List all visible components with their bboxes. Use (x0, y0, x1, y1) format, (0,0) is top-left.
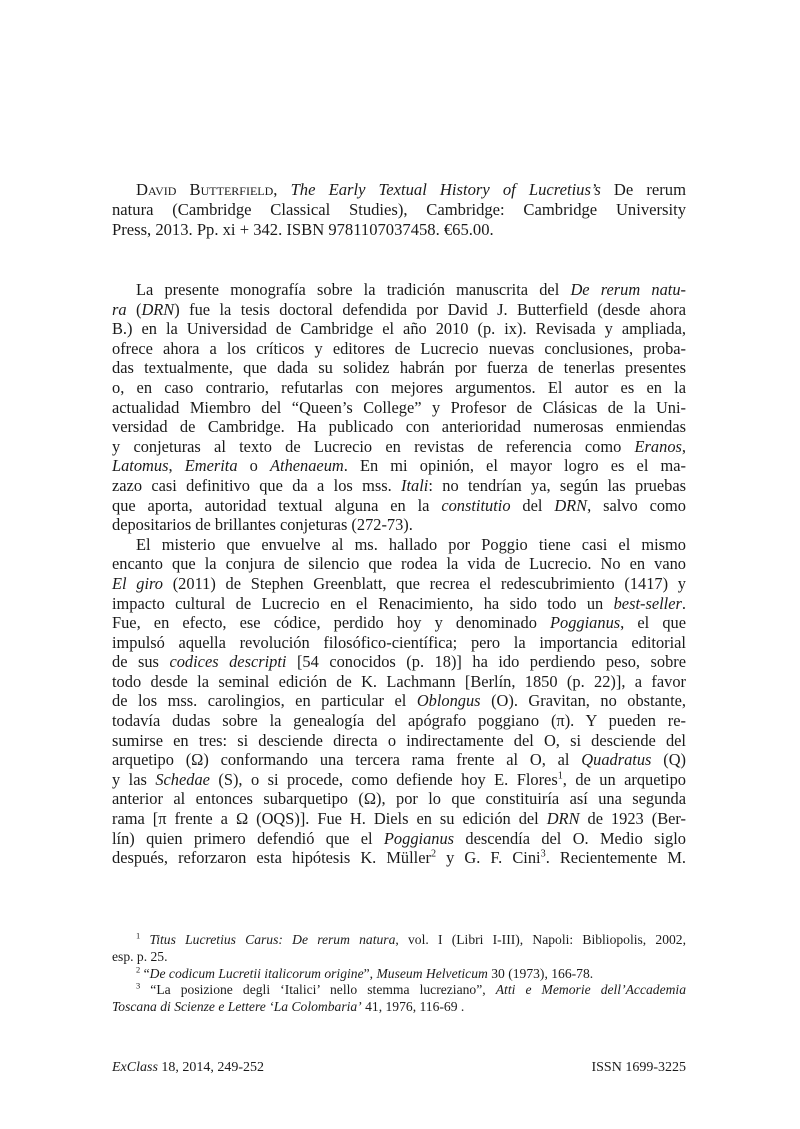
text-run: 30 (1973), 166-78. (487, 965, 594, 981)
text-line (112, 496, 686, 516)
text-run: de sus (112, 652, 170, 672)
italic-text: Poggianus (383, 828, 455, 848)
header-line (112, 200, 686, 220)
text-run: Press, 2013. Pp. xi + 342. ISBN 9781107037458. €65.00. (112, 220, 494, 239)
text-line (112, 672, 686, 692)
text-run: y las (112, 769, 156, 789)
journal-volume: 18, 2014, 249-252 (157, 1060, 265, 1075)
text-run: ) fue la tesis doctoral defendida por David J. Butterfield (desde ahora (174, 299, 686, 319)
text-line (112, 535, 686, 555)
text-run: : no tendrían ya, según las pruebas (428, 475, 686, 495)
footnote-line (112, 932, 686, 949)
text-run: , de un arquetipo (562, 769, 686, 789)
footnote-line (112, 982, 686, 999)
text-line (112, 319, 686, 339)
italic-text: Schedae (155, 769, 210, 789)
footer-citation (112, 1060, 264, 1076)
text-run: esp. p. 25. (112, 948, 168, 964)
text-run: que aporta, autoridad textual alguna en la (112, 495, 442, 515)
italic-text: DRN (554, 495, 588, 515)
text-run: . En mi opinión, el mayor logro es el ma- (343, 456, 686, 476)
text-line (112, 613, 686, 633)
text-run: impulsó aquella revolución filosófico-científica; pero la importancia editorial (112, 632, 686, 652)
text-line (112, 554, 686, 574)
italic-text: Museum Helveticum (376, 965, 488, 981)
header-line (112, 220, 686, 240)
text-run: actualidad Miembro del “Queen’s College” y Profesor de Clásicas de la Uni- (112, 397, 686, 417)
text-run: Fue, en efecto, ese códice, perdido hoy y denominado (112, 613, 551, 633)
text-run: o (237, 456, 270, 476)
text-run: arquetipo (Ω) conformando una tercera rama frente al O, al (112, 750, 582, 770)
text-run: [54 conocidos (p. 18)] ha ido perdiendo peso, sobre (286, 652, 687, 672)
italic-text: Toscana di Scienze e Lettere ‘La Colombaria’ (112, 999, 362, 1015)
text-run: De rerum (600, 180, 686, 199)
text-run: (O). Gravitan, no obstante, (480, 691, 687, 711)
text-line (112, 594, 686, 614)
text-run: , vol. I (Libri I-III), Napoli: Bibliopolis, 2002, (395, 932, 686, 947)
text-run: anterior al entonces subarquetipo (Ω), por lo que constituiría así una segunda (112, 789, 686, 809)
text-run: David Butterfield (136, 180, 274, 199)
text-line (112, 848, 686, 868)
italic-text: Oblongus (416, 691, 481, 711)
italic-text: DRN (546, 809, 580, 829)
footnote-ref: 3 (136, 980, 141, 991)
italic-text: El giro (112, 573, 163, 593)
italic-text: De codicum Lucretii italicorum origine (149, 965, 364, 981)
footnote-ref: 2 (136, 964, 141, 975)
text-line (112, 711, 686, 731)
paragraph (112, 535, 686, 868)
footnote-ref: 2 (430, 848, 437, 860)
text-run: , (681, 436, 686, 456)
footnote-ref: 3 (540, 848, 546, 860)
text-run: . Recientemente M. (545, 848, 686, 868)
italic-text: DRN (141, 299, 175, 319)
footnote-ref: 1 (557, 770, 563, 782)
text-run: B.) en la Universidad de Cambridge el año 2010 (p. ix). Revisada y ampliada, (112, 319, 686, 339)
text-run: lín) quien primero defendió que el (112, 828, 384, 848)
footnote-line (112, 999, 686, 1016)
text-line (112, 731, 686, 751)
text-run: depositarios de brillantes conjeturas (272-73). (112, 515, 413, 535)
footnote-line (112, 966, 686, 983)
text-run: (2011) de Stephen Greenblatt, que recrea el redescubrimiento (1417) y (163, 573, 686, 593)
text-run: , salvo como (587, 495, 686, 515)
text-run: 41, 1976, 116-69 . (361, 999, 465, 1015)
text-run: “La posizione degli ‘Italici’ nello stemma lucreziano”, (140, 982, 496, 998)
footer-issn: ISSN 1699-3225 (591, 1060, 686, 1075)
text-run: todo desde la seminal edición de K. Lachmann [Berlín, 1850 (p. 22)], a favor (112, 671, 686, 691)
text-line (112, 358, 686, 378)
italic-text: Eranos (634, 436, 682, 456)
text-run: y G. F. Cini (436, 848, 541, 868)
italic-text: De rerum natu- (570, 280, 686, 299)
text-line (112, 456, 686, 476)
text-run: , (168, 456, 185, 476)
text-run: . (681, 593, 686, 613)
italic-text: best-seller (613, 593, 682, 613)
text-line (112, 809, 686, 829)
text-run: de los mss. carolingios, en particular el (112, 691, 417, 711)
italic-text: codices descripti (169, 652, 287, 672)
header-line (112, 180, 686, 200)
italic-text: Itali (401, 475, 429, 495)
italic-text: Athenaeum (270, 456, 344, 476)
text-line (112, 750, 686, 770)
italic-text: Quadratus (581, 750, 652, 770)
text-run: , (273, 180, 291, 199)
text-run: descendía del O. Medio siglo (454, 828, 686, 848)
footnote-ref: 1 (136, 930, 141, 941)
text-line (112, 829, 686, 849)
text-run: ( (126, 299, 142, 319)
text-run: o, en caso contrario, refutarlas con mejores argumentos. El autor es en la (112, 377, 686, 397)
text-run: del (510, 495, 555, 515)
italic-text: The Early Textual History of Lucretius’s (290, 180, 601, 199)
journal-name: ExClass (112, 1060, 158, 1075)
text-run: zazo casi definitivo que da a los mss. (112, 475, 402, 495)
text-line (112, 789, 686, 809)
text-line (112, 339, 686, 359)
text-line (112, 652, 686, 672)
text-run: (S), o si procede, como defiende hoy E. Flores (209, 769, 558, 789)
text-line (112, 633, 686, 653)
text-run: das textualmente, que dada su solidez habrán por fuerza de tenerlas presentes (112, 358, 686, 378)
text-run: natura (Cambridge Classical Studies), Cambridge: Cambridge University (112, 200, 686, 219)
italic-text: Emerita (184, 456, 238, 476)
text-line (112, 398, 686, 418)
italic-text: Atti e Memorie dell’Accademia (495, 982, 687, 998)
text-line (112, 437, 686, 457)
text-line (112, 574, 686, 594)
text-line (112, 515, 686, 535)
text-run: impacto cultural de Lucrecio en el Renacimiento, ha sido todo un (112, 593, 614, 613)
text-line (112, 691, 686, 711)
text-line (112, 770, 686, 790)
italic-text: Latomus (112, 456, 169, 476)
review-body (112, 280, 686, 868)
text-run: y conjeturas al texto de Lucrecio en revistas de referencia como (112, 436, 635, 456)
text-line (112, 378, 686, 398)
text-run: ofrece ahora a los críticos y editores de Lucrecio nuevas conclusiones, proba- (112, 338, 686, 358)
italic-text: ra (112, 299, 127, 319)
text-line (112, 476, 686, 496)
paragraph (112, 280, 686, 535)
footnote-line (112, 949, 686, 966)
text-run: “ (140, 965, 150, 981)
italic-text: Poggianus (550, 613, 621, 633)
page-footer (112, 1060, 686, 1076)
italic-text: Titus Lucretius Carus: De rerum natura (149, 932, 396, 947)
text-run: todavía dudas sobre la genealogía del apógrafo poggiano (π). Y pueden re- (112, 711, 686, 731)
text-line (112, 300, 686, 320)
text-run: El misterio que envuelve al ms. hallado por Poggio tiene casi el mismo (136, 534, 686, 554)
text-run: ”, (363, 965, 377, 981)
text-run: rama [π frente a Ω (OQS)]. Fue H. Diels en su edición del (112, 809, 547, 829)
text-line (112, 280, 686, 300)
italic-text: constitutio (441, 495, 511, 515)
text-run: sumirse en tres: si desciende directa o indirectamente del O, si desciende del (112, 730, 686, 750)
text-run: de 1923 (Ber- (579, 809, 686, 829)
text-run: encanto que la conjura de silencio que rodea la vida de Lucrecio. No en vano (112, 554, 686, 574)
text-run: versidad de Cambridge. Ha publicado con anterioridad numerosas enmiendas (112, 417, 686, 437)
text-run: después, reforzaron esta hipótesis K. Müller (112, 848, 431, 868)
footnotes (112, 932, 686, 1016)
text-line (112, 417, 686, 437)
text-run: , el que (620, 613, 686, 633)
text-run: La presente monografía sobre la tradición manuscrita del (136, 280, 571, 299)
text-run: (Q) (651, 750, 686, 770)
review-header (112, 180, 686, 240)
